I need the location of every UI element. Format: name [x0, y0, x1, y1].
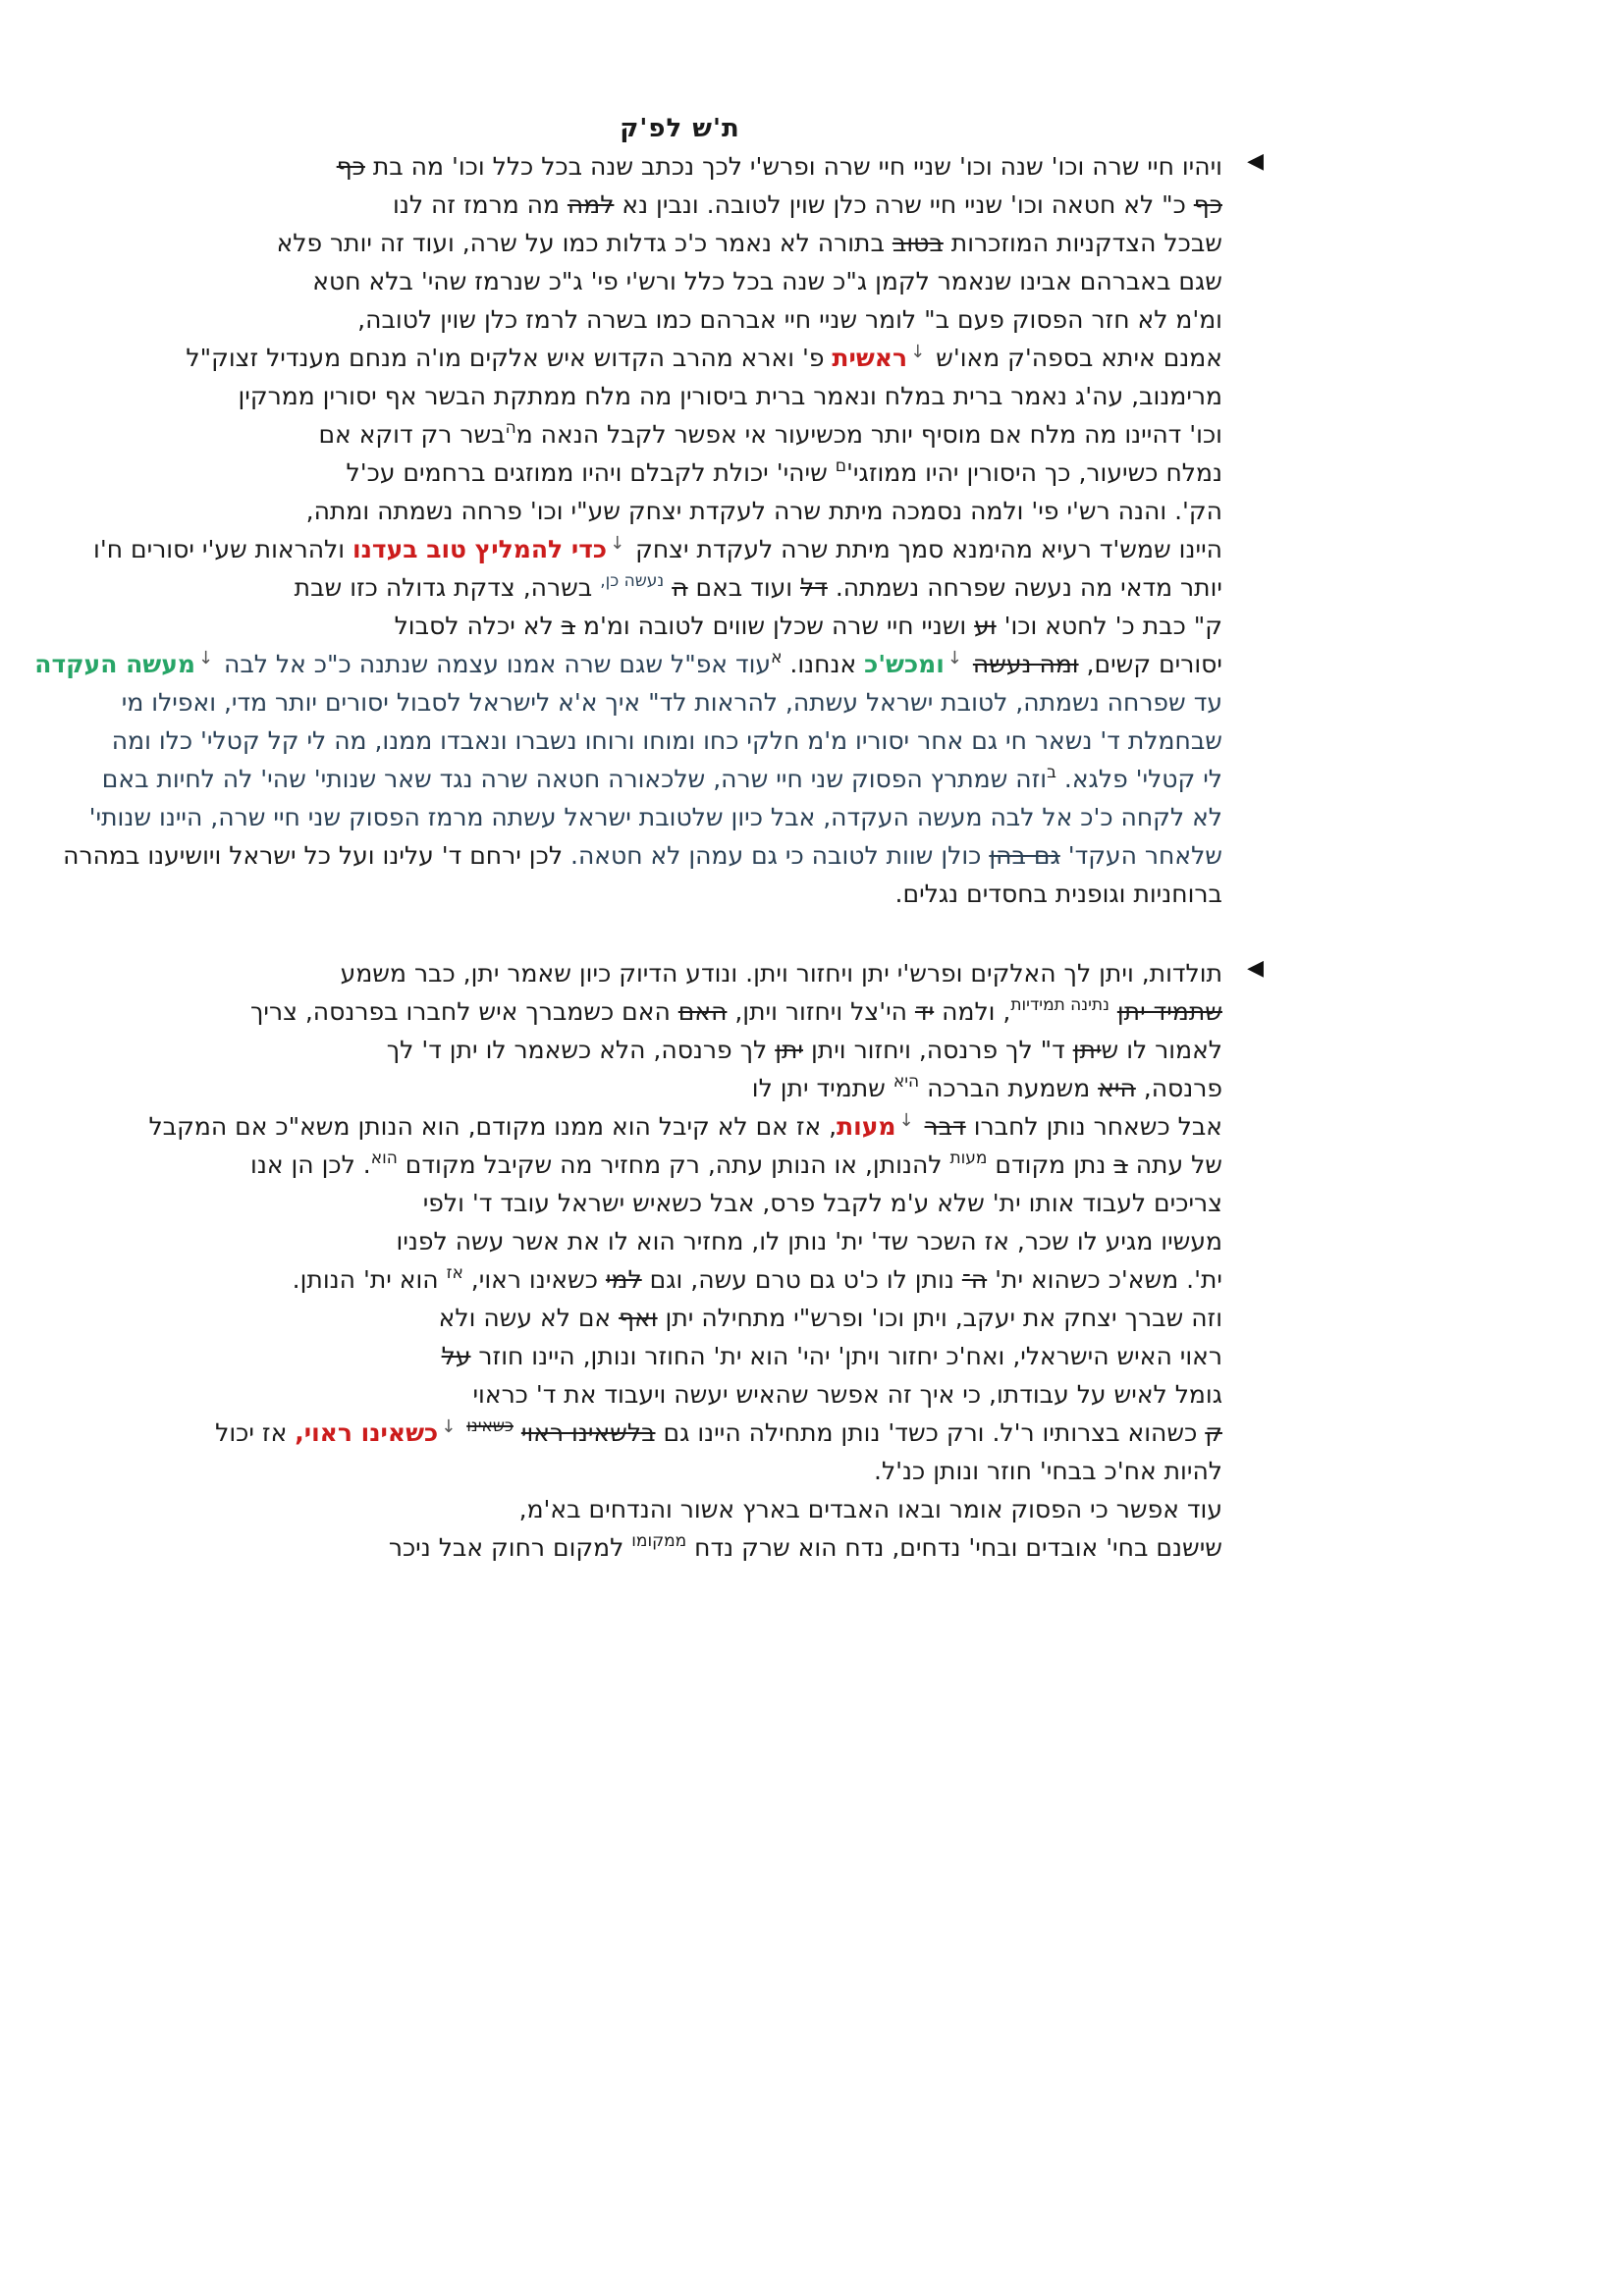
text-line — [137, 954, 1222, 992]
superscript-text: א — [771, 648, 783, 667]
struck-text: למי — [605, 1265, 642, 1294]
text-run: כ" לא חטאה וכו' שניי חיי שרה כלן שוין לטובה. ונבין נא — [614, 190, 1194, 219]
text-run: נותן לו כ'ט גם טרם עשה, וגם — [641, 1265, 962, 1294]
struck-text: יד — [914, 997, 935, 1026]
text-line — [63, 836, 1222, 875]
text-run: האם כשמברך איש לחברו בפרנסה, צריך — [249, 997, 678, 1026]
text-line — [137, 262, 1222, 300]
text-run: , אז אם לא קיבל הוא ממנו מקודם, הוא הנותן משא"כ אם המקבל — [148, 1112, 838, 1141]
text-line — [93, 530, 1222, 568]
text-run: אמנם איתא בספה'ק מאו'ש — [928, 344, 1222, 372]
text-run: תולדות, ויתן לך האלקים ופרש'י יתן ויחזור ויתן. ונודע הדיוק כיון שאמר יתן, כבר משמע — [340, 959, 1222, 988]
text-run: , ולמה — [934, 997, 1011, 1026]
superscript-text: ה — [505, 418, 516, 438]
superscript-text: הוא — [370, 1148, 398, 1168]
struck-text: בטוב — [892, 229, 944, 257]
text-line — [137, 1452, 1222, 1490]
blue-added-text: שבחמלת ד' נשאר חי גם אחר יסוריו מ'מ חלקי כחו ומוחו ורוחו נשברו ונאבדו ממנו, מה לי קל קטלי' כלו ומה — [111, 726, 1222, 755]
text-run: ועוד באם — [687, 573, 801, 602]
text-run: שגם באברהם אבינו שנאמר לקמן ג"כ שנה בכל כלל ורש'י פי' ג"כ שנרמז שהי' בלא חטא — [312, 267, 1222, 295]
struck-text: למה — [567, 190, 615, 219]
text-run: מרימנוב, עה'ג נאמר ברית במלח ונאמר ברית ביסורין מה מלח ממתקת הבשר אף יסורין ממרקין — [238, 382, 1222, 410]
text-run: עוד אפשר כי הפסוק אומר ובאו האבדים בארץ אשור והנדחים בא'מ, — [518, 1495, 1222, 1523]
text-line — [101, 760, 1222, 798]
text-line — [137, 1184, 1222, 1222]
text-line — [137, 224, 1222, 262]
text-run: בשר רק דוקא אם — [318, 420, 506, 449]
text-run: ומ'מ לא חזר הפסוק פעם ב" לומר שניי חיי אברהם כמו בשרה לרמז כלן שוין לטובה, — [357, 305, 1222, 334]
text-run: להנותן, או הנותן עתה, רק מחזיר מה שקיבל מקודם — [397, 1150, 950, 1179]
text-run: פ' וארא מהרב הקדוש איש אלקים מו'ה מנחם מענדיל זצוק"ל — [186, 344, 833, 372]
struck-text: כף — [336, 152, 365, 181]
text-run: שתמיד יתן לו — [751, 1074, 893, 1102]
text-line — [34, 645, 1222, 683]
text-run: כשאינו ראוי, — [462, 1265, 606, 1294]
text-run: לך פרנסה, הלא כשאמר לו יתן ד' לך — [386, 1036, 776, 1064]
text-run: אם לא עשה ולא — [438, 1304, 620, 1332]
superscript-text: ממקומו — [631, 1531, 687, 1551]
text-run: ולהראות שע'י יסורים ח'ו — [93, 535, 353, 563]
blue-added-text: עד שפרחה נשמתה, לטובת ישראל עשתה, להראות לד" איך א'א לישראל לסבול יסורים יותר מדי, ואפילו מי — [121, 688, 1222, 717]
text-run — [965, 650, 973, 678]
text-run: הק'. והנה רש'י פי' ולמה נסמכה מיתת שרה לעקדת יצחק שע"י וכו' פרחה נשמתה ומתה, — [305, 497, 1222, 525]
text-line — [137, 1260, 1222, 1299]
text-run: שיהי' יכולת לקבלם ויהיו ממוזגים ברחמים עכ'ל — [346, 458, 836, 487]
text-run: ק" כבת כ' לחטא וכו' — [996, 612, 1222, 640]
text-run: לאמור לו ש — [1101, 1036, 1222, 1064]
text-line — [111, 721, 1222, 760]
text-run: יותר מדאי מה נעשה שפרחה נשמתה. — [827, 573, 1222, 602]
text-run: של עתה — [1127, 1150, 1222, 1179]
text-run: אבל כשאחר נותן לחברו — [965, 1112, 1222, 1141]
superscript-text: ב — [1047, 763, 1056, 782]
text-run: גומל לאיש על עבודתו, כי איך זה אפשר שהאיש יעשה ויעבוד את ד' כראוי — [472, 1380, 1222, 1409]
text-line — [137, 300, 1222, 339]
inserted-red-text: כשאינו ראוי, — [295, 1418, 439, 1447]
text-run: ד" לך פרנסה, ויחזור ויתן — [803, 1036, 1073, 1064]
text-run: מה מרמז זה לנו — [393, 190, 568, 219]
struck-text: האם — [677, 997, 728, 1026]
text-line — [137, 1031, 1222, 1069]
struck-text: דל — [800, 573, 828, 602]
text-line — [137, 1222, 1222, 1260]
text-run: אז יכול — [215, 1418, 296, 1447]
struck-text: על — [441, 1342, 471, 1370]
text-run: צריכים לעבוד אותו ית' שלא ע'מ לקבל פרס, אבל כשאיש ישראל עובד ד' ולפי — [422, 1189, 1222, 1217]
blue-added-text: כולן שוות לטובה כי גם עמהן לא חטאה. — [563, 841, 990, 870]
superscript-blue-text: נעשה כן, — [600, 571, 665, 591]
text-run: להיות אח'כ בבחי' חוזר ונותן כנ'ל. — [874, 1457, 1222, 1485]
text-run — [917, 1112, 925, 1141]
text-run — [1109, 997, 1117, 1026]
paragraph-marker-icon: ◀ — [1247, 956, 1264, 981]
insert-arrow-icon: ↓ — [610, 533, 625, 554]
text-run: בשרה, צדקת גדולה כזו שבת — [294, 573, 601, 602]
text-line — [137, 454, 1222, 492]
text-run: נתן מקודם — [987, 1150, 1114, 1179]
text-line — [137, 147, 1222, 186]
text-run: בתורה לא נאמר כ'כ גדלות כמו על שרה, ועוד זה יותר פלא — [276, 229, 893, 257]
struck-text: ב — [561, 612, 576, 640]
blue-added-text: שלאחר העקד' — [1059, 841, 1222, 870]
text-line — [137, 1490, 1222, 1528]
inserted-green-text: ומכש'כ — [864, 650, 945, 678]
inserted-red-text: כדי להמליץ טוב בעדנו — [352, 535, 608, 563]
paragraph-1 — [34, 147, 1264, 913]
text-line — [137, 992, 1222, 1031]
text-run: יסורים קשים, — [1078, 650, 1222, 678]
text-line — [137, 339, 1222, 377]
struck-blue-text: גם בהן — [989, 841, 1060, 870]
paragraph-marker-icon: ◀ — [1247, 149, 1264, 174]
text-run: לכן ירחם ד' עלינו ועל כל ישראל ויושיענו במהרה — [63, 841, 564, 870]
text-run: למקום רחוק אבל ניכר — [388, 1533, 632, 1562]
struck-text: יתן — [1072, 1036, 1102, 1064]
text-line — [137, 415, 1222, 454]
text-line — [137, 492, 1222, 530]
text-run: אנחנו. — [782, 650, 865, 678]
text-line — [137, 1146, 1222, 1184]
text-run: הי'צל ויחזור ויתן, — [727, 997, 915, 1026]
text-line — [137, 1414, 1222, 1452]
blue-added-text: לי קטלי' פלגא. — [1055, 765, 1222, 793]
text-run: משמעת הברכה — [919, 1074, 1099, 1102]
inserted-red-text: מעות — [837, 1112, 896, 1141]
inserted-green-text: מעשה העקדה — [34, 650, 195, 678]
superscript-text: מעות — [949, 1148, 988, 1168]
inserted-red-text: ראשית — [832, 344, 908, 372]
text-run — [514, 1418, 521, 1447]
text-line — [137, 1528, 1222, 1567]
superscript-text: אז — [446, 1263, 463, 1283]
struck-text: כף — [1193, 190, 1222, 219]
text-run: ראוי האיש הישראלי, ואח'כ יחזור ויתן' יהי' הוא ית' החוזר ונותן, היינו חוזר — [470, 1342, 1222, 1370]
text-line — [137, 875, 1222, 913]
text-run: נמלח כשיעור, כך היסורין יהיו ממוזגי' — [846, 458, 1222, 487]
document-header-date: ת'ש לפ'ק — [620, 114, 740, 143]
text-run: ברוחניות וגופנית בחסדים נגלים. — [894, 880, 1222, 908]
text-run: וזה שברך יצחק את יעקב, ויתן וכו' ופרש"י מתחילה יתן — [657, 1304, 1222, 1332]
struck-superscript-text: כשאינו — [466, 1416, 514, 1436]
text-run: היינו שמש'ד רעיא מהימנא סמך מיתת שרה לעקדת יצחק — [627, 535, 1222, 563]
text-run: כשהוא בצרותיו ר'ל. ורק כשד' נותן מתחילה היינו גם — [655, 1418, 1206, 1447]
struck-text: היא — [1098, 1074, 1136, 1102]
struck-text: וע — [974, 612, 997, 640]
struck-text: ק — [1205, 1418, 1222, 1447]
struck-text: ה־ — [961, 1265, 988, 1294]
blue-added-text: לא לקחה כ'כ אל לבה מעשה העקדה, אבל כיון שלטובת ישראל עשתה מרמז הפסוק שני חיי שרה, היינו שנותי' — [88, 803, 1222, 831]
text-run: ויהיו חיי שרה וכו' שנה וכו' שניי חיי שרה ופרש'י לכך נכתב שנה בכל כלל וכו' מה בת — [364, 152, 1222, 181]
text-run: הוא ית' הנותן. — [292, 1265, 447, 1294]
struck-text: ואף — [619, 1304, 658, 1332]
superscript-text: נתינה תמידיות — [1010, 995, 1109, 1015]
struck-text: שתמיד יתן — [1116, 997, 1222, 1026]
struck-text: ה — [672, 573, 688, 602]
insert-arrow-icon: ↓ — [441, 1416, 457, 1437]
insert-arrow-icon: ↓ — [910, 342, 926, 362]
struck-text: בלשאינו ראוי — [520, 1418, 656, 1447]
paragraph-2 — [137, 954, 1264, 1567]
struck-text: ומה נעשה — [972, 650, 1079, 678]
blue-added-text: עוד אפ"ל שגם שרה אמנו עצמה שנתנה כ"כ אל לבה — [216, 650, 772, 678]
text-run: שבכל הצדקניות המוזכרות — [943, 229, 1222, 257]
superscript-text: ם — [835, 456, 847, 476]
struck-text: ב — [1113, 1150, 1128, 1179]
insert-arrow-icon: ↓ — [947, 648, 962, 668]
text-run: פרנסה, — [1135, 1074, 1222, 1102]
text-run — [664, 573, 672, 602]
text-line — [137, 377, 1222, 415]
text-run: . לכן הן אנו — [250, 1150, 371, 1179]
text-line — [137, 186, 1222, 224]
text-line — [137, 568, 1222, 607]
text-run: וכו' דהיינו מה מלח אם מוסיף יותר מכשיעור אי אפשר לקבל הנאה מ — [515, 420, 1222, 449]
superscript-text: היא — [893, 1072, 920, 1092]
blue-added-text: וזה שמתרץ הפסוק שני חיי שרה, שלכאורה חטאה שרה נגד שאר שנותי' שהי' לה לחיות באם — [101, 765, 1048, 793]
text-line — [137, 607, 1222, 645]
text-line — [137, 1299, 1222, 1337]
text-line — [137, 1107, 1222, 1146]
struck-text: יתן — [775, 1036, 804, 1064]
text-run: ית'. משא'כ כשהוא ית' — [987, 1265, 1222, 1294]
text-line — [137, 1337, 1222, 1375]
text-line — [137, 1375, 1222, 1414]
insert-arrow-icon: ↓ — [197, 648, 214, 668]
text-run: לא יכלה לסבול — [394, 612, 562, 640]
text-line — [137, 1069, 1222, 1107]
text-run: מעשיו מגיע לו שכר, אז השכר שד' ית' נותן לו, מחזיר הוא לו את אשר עשה לפניו — [396, 1227, 1222, 1255]
struck-text: דבר — [924, 1112, 966, 1141]
insert-arrow-icon: ↓ — [898, 1110, 914, 1131]
text-run: שישנם בחי' אובדים ובחי' נדחים, נדח הוא שרק נדח — [686, 1533, 1222, 1562]
text-run: ושניי חיי שרה שכלן שווים לטובה ומ'מ — [575, 612, 975, 640]
text-line — [88, 798, 1222, 836]
text-line — [121, 683, 1222, 721]
